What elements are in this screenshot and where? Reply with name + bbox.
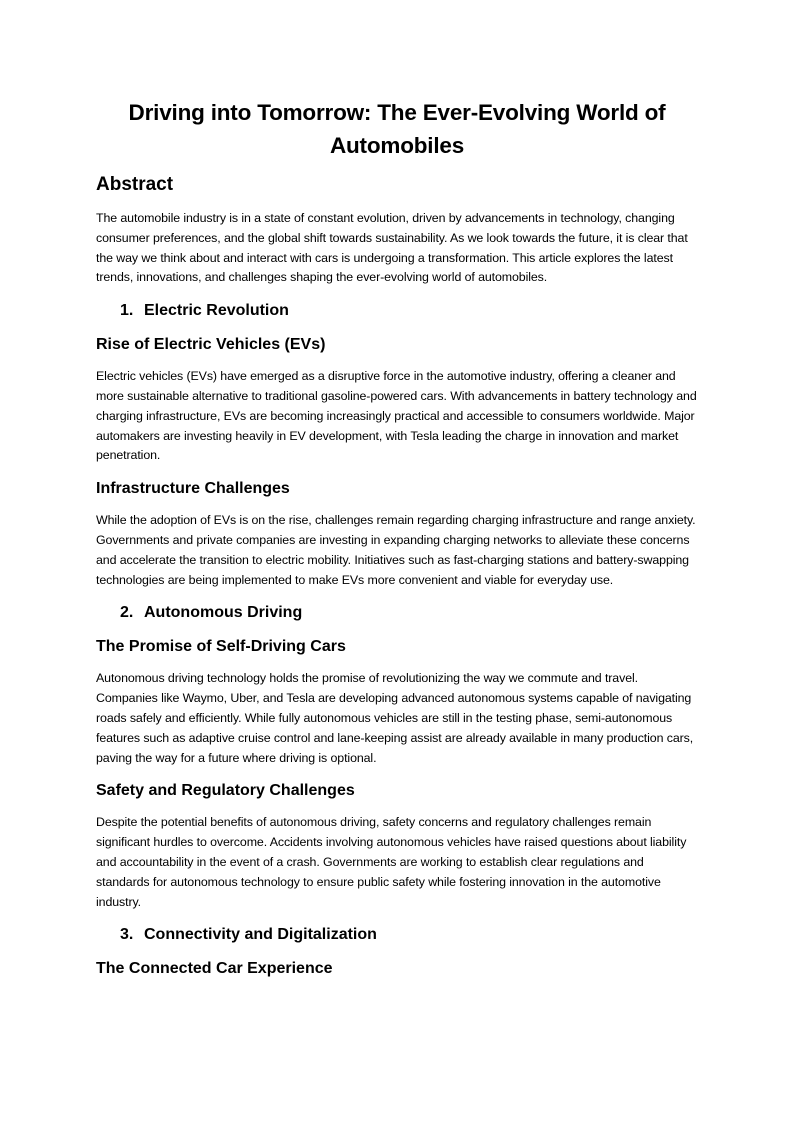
subsection-heading: Infrastructure Challenges [96,480,290,498]
subsection-text: Autonomous driving technology holds the promise of revolutionizing the way we commute and travel. Companies like Waymo, Uber, and Tesla are developing advanced autonomous systems capable of navigating roads safely and efficiently. While fully autonomous vehicles are still in the testing phase, semi-autonomous features such as adaptive cruise control and lane-keeping assist are already available in many production cars, paving the way for a future where driving is optional. [96,671,694,765]
section-title: Autonomous Driving [144,604,303,622]
subsection-heading: The Promise of Self-Driving Cars [96,638,346,656]
subsection-text: Electric vehicles (EVs) have emerged as a disruptive force in the automotive industry, offering a cleaner and more sustainable alternative to traditional gasoline-powered cars. With advancements in battery technology and charging infrastructure, EVs are becoming increasingly practical and accessible to consumers worldwide. Major automakers are investing heavily in EV development, with Tesla leading the charge in innovation and market penetration. [96,369,697,463]
section-heading [96,602,698,624]
section-number: 1. [120,302,134,320]
subsection-text: While the adoption of EVs is on the rise, challenges remain regarding charging infrastructure and range anxiety. Governments and private companies are investing in expanding charging networks to alleviate these concerns and accelerate the transition to electric mobility. Initiatives such as fast-charging stations and battery-swapping technologies are being implemented to make EVs more convenient and viable for everyday use. [96,513,696,587]
section-title: Electric Revolution [144,302,289,320]
subsection-heading: Rise of Electric Vehicles (EVs) [96,336,326,354]
section-number: 3. [120,926,134,944]
section-heading [96,300,698,322]
abstract-text: The automobile industry is in a state of constant evolution, driven by advancements in technology, changing consumer preferences, and the global shift towards sustainability. As we look towards the future, it is clear that the way we think about and interact with cars is undergoing a transformation. This article explores the latest trends, innovations, and challenges shaping the ever-evolving world of automobiles. [96,211,688,285]
subsection-text: Despite the potential benefits of autonomous driving, safety concerns and regulatory challenges remain significant hurdles to overcome. Accidents involving autonomous vehicles have raised questions about liability and accountability in the event of a crash. Governments are working to establish clear regulations and standards for autonomous technology to ensure public safety while fostering innovation in the automotive industry. [96,815,687,909]
section-title: Connectivity and Digitalization [144,926,377,944]
subsection-heading: Safety and Regulatory Challenges [96,782,355,800]
section-number: 2. [120,604,134,622]
section-heading [96,924,698,946]
abstract-heading: Abstract [96,174,174,195]
subsection-heading: The Connected Car Experience [96,960,333,978]
document-title: Driving into Tomorrow: The Ever-Evolving World of Automobiles [128,100,666,158]
